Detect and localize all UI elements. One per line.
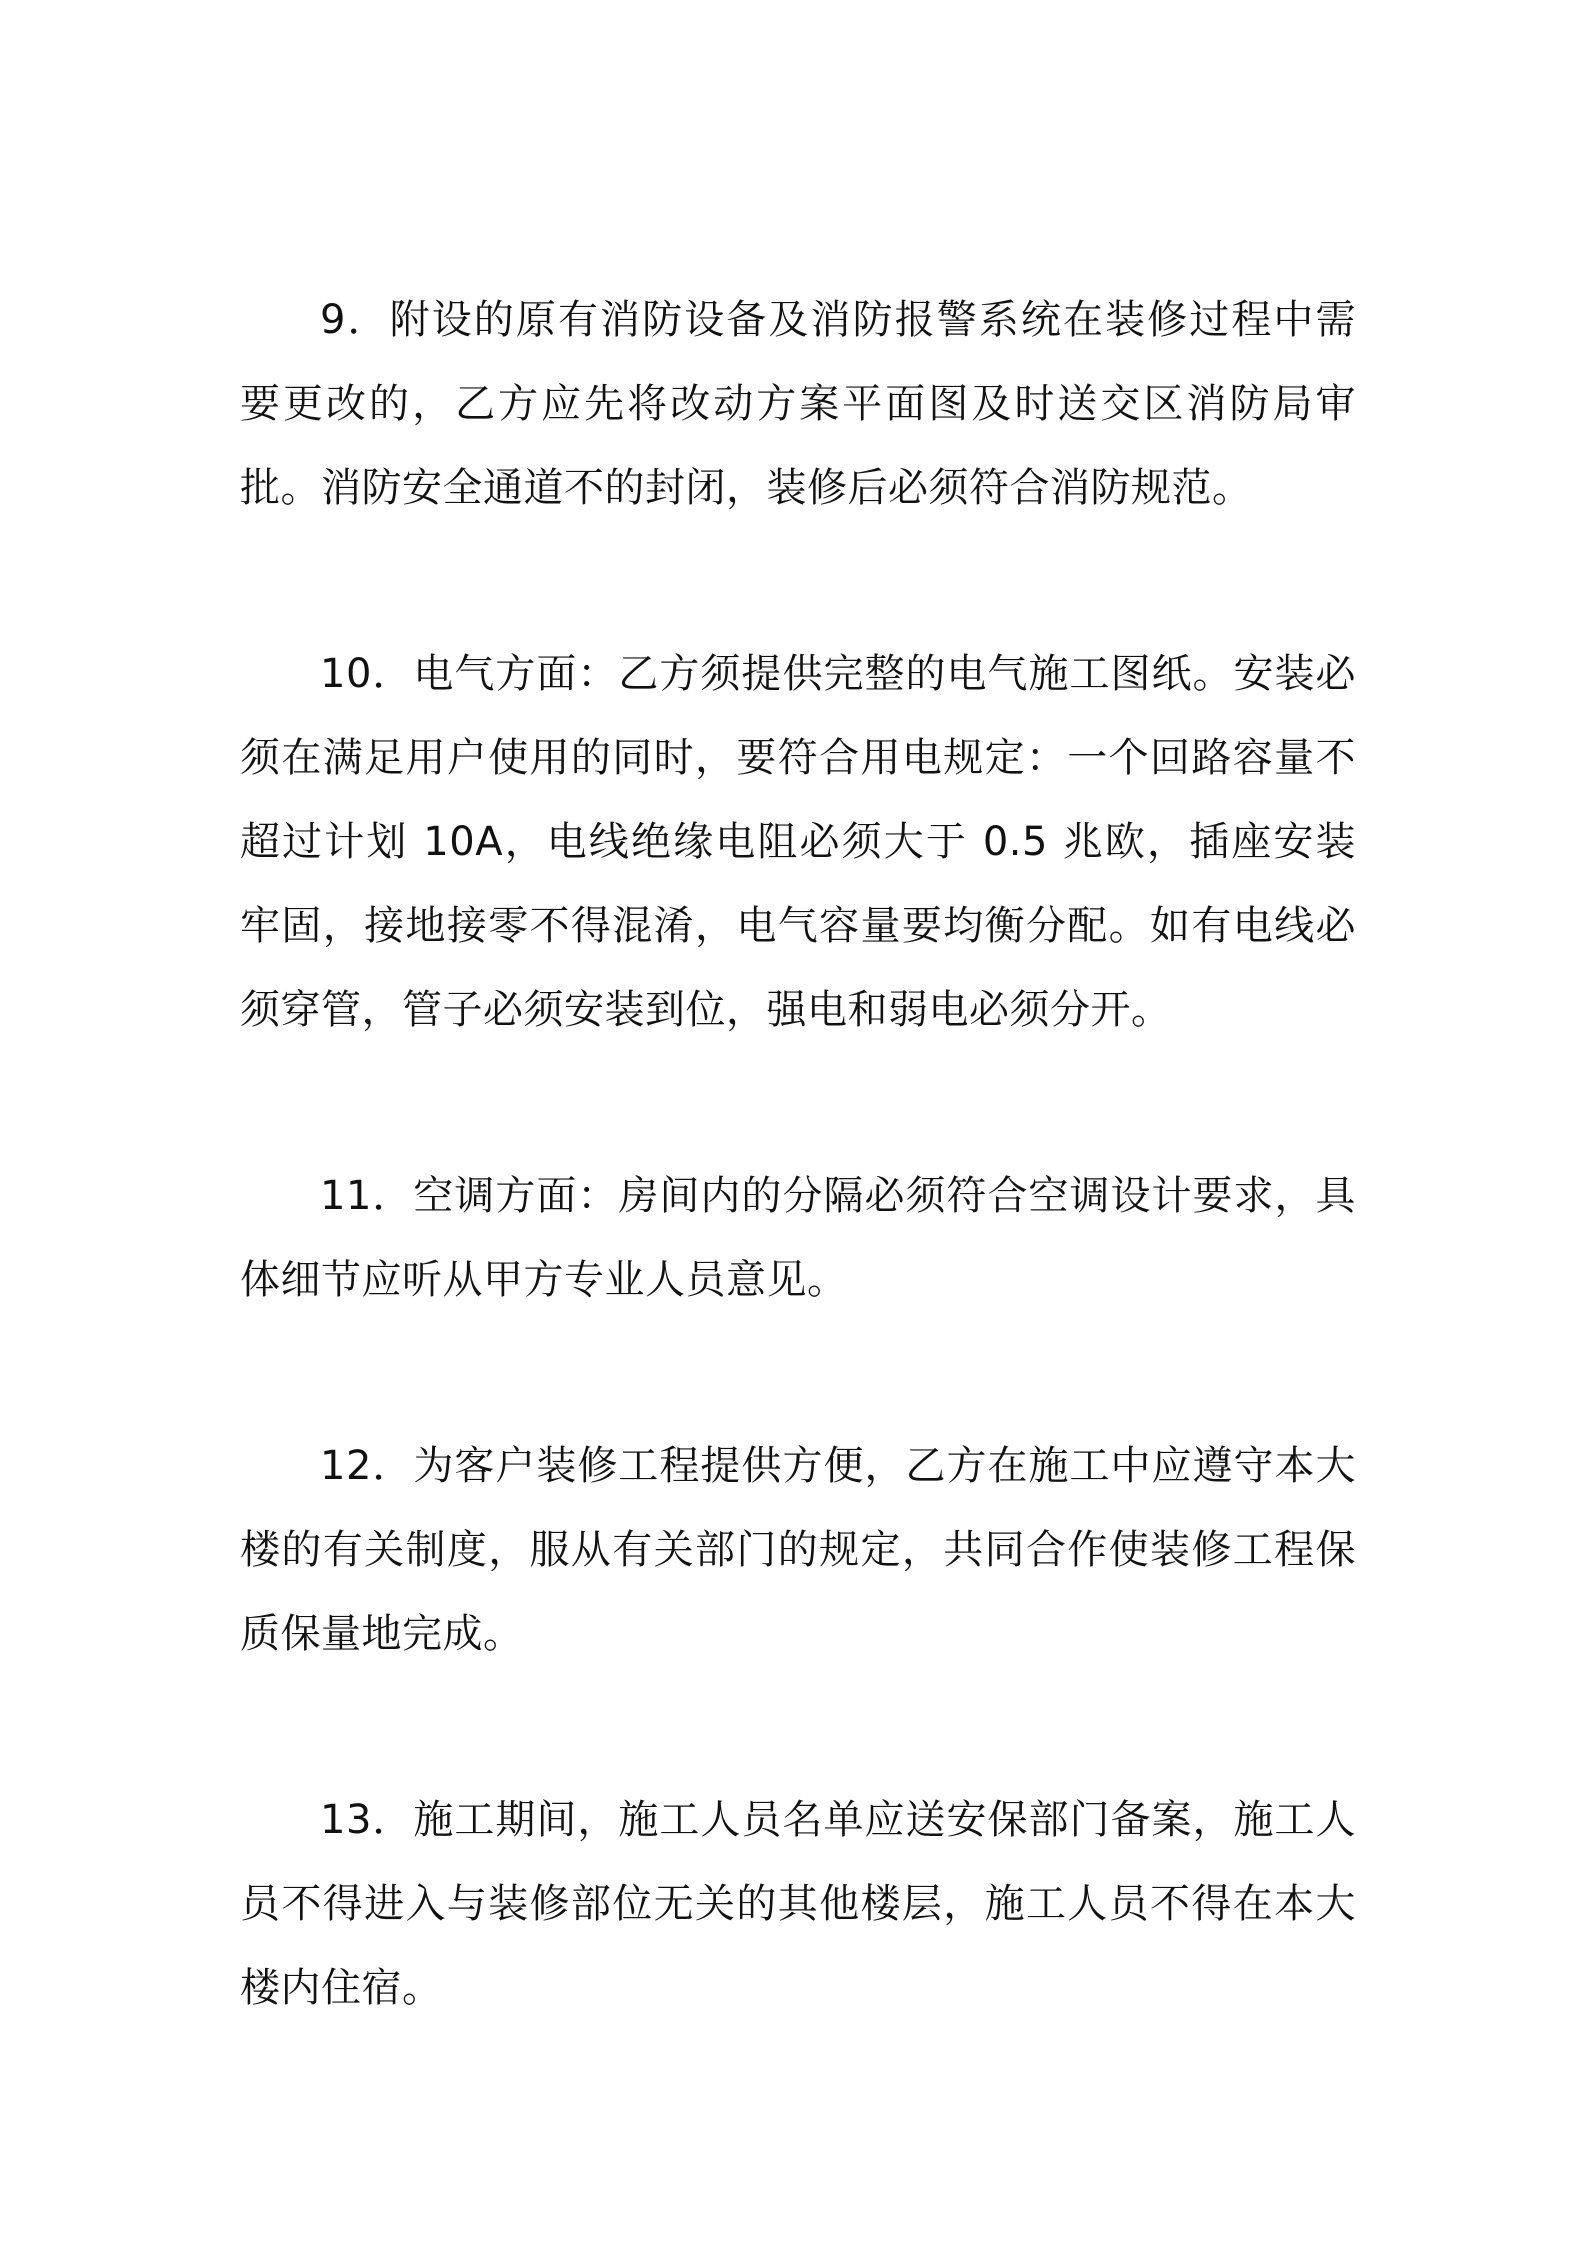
clause-number: 12． — [320, 1443, 414, 1489]
clause-9 — [240, 278, 1356, 530]
clause-text: 为客户装修工程提供方便，乙方在施工中应遵守本大楼的有关制度，服从有关部门的规定，共同合作使装修工程保质保量地完成。 — [240, 1443, 1356, 1657]
clause-text: 附设的原有消防设备及消防报警系统在装修过程中需要更改的，乙方应先将改动方案平面图及时送交区消防局审批。消防安全通道不的封闭，装修后必须符合消防规范。 — [240, 297, 1357, 511]
clause-text: 电气方面：乙方须提供完整的电气施工图纸。安装必须在满足用户使用的同时，要符合用电规定：一个回路容量不超过计划 10A，电线绝缘电阻必须大于 0.5 兆欧，插座安装牢固，接地接零不得混淆，电气容量要均衡分配。如有电线必须穿管，管子必须安装到位，强电和弱电必须分开。 — [240, 651, 1356, 1033]
clause-number: 11． — [320, 1173, 414, 1219]
clause-number: 9． — [320, 297, 390, 343]
clause-10 — [240, 632, 1356, 1052]
document-body — [240, 278, 1356, 2030]
clause-number: 13． — [320, 1797, 414, 1843]
clause-text: 施工期间，施工人员名单应送安保部门备案，施工人员不得进入与装修部位无关的其他楼层，施工人员不得在本大楼内住宿。 — [240, 1797, 1356, 2011]
clause-number: 10． — [320, 651, 414, 697]
clause-11 — [240, 1154, 1356, 1322]
clause-12 — [240, 1424, 1356, 1676]
clause-text: 空调方面：房间内的分隔必须符合空调设计要求，具体细节应听从甲方专业人员意见。 — [240, 1173, 1356, 1303]
clause-13 — [240, 1778, 1356, 2030]
